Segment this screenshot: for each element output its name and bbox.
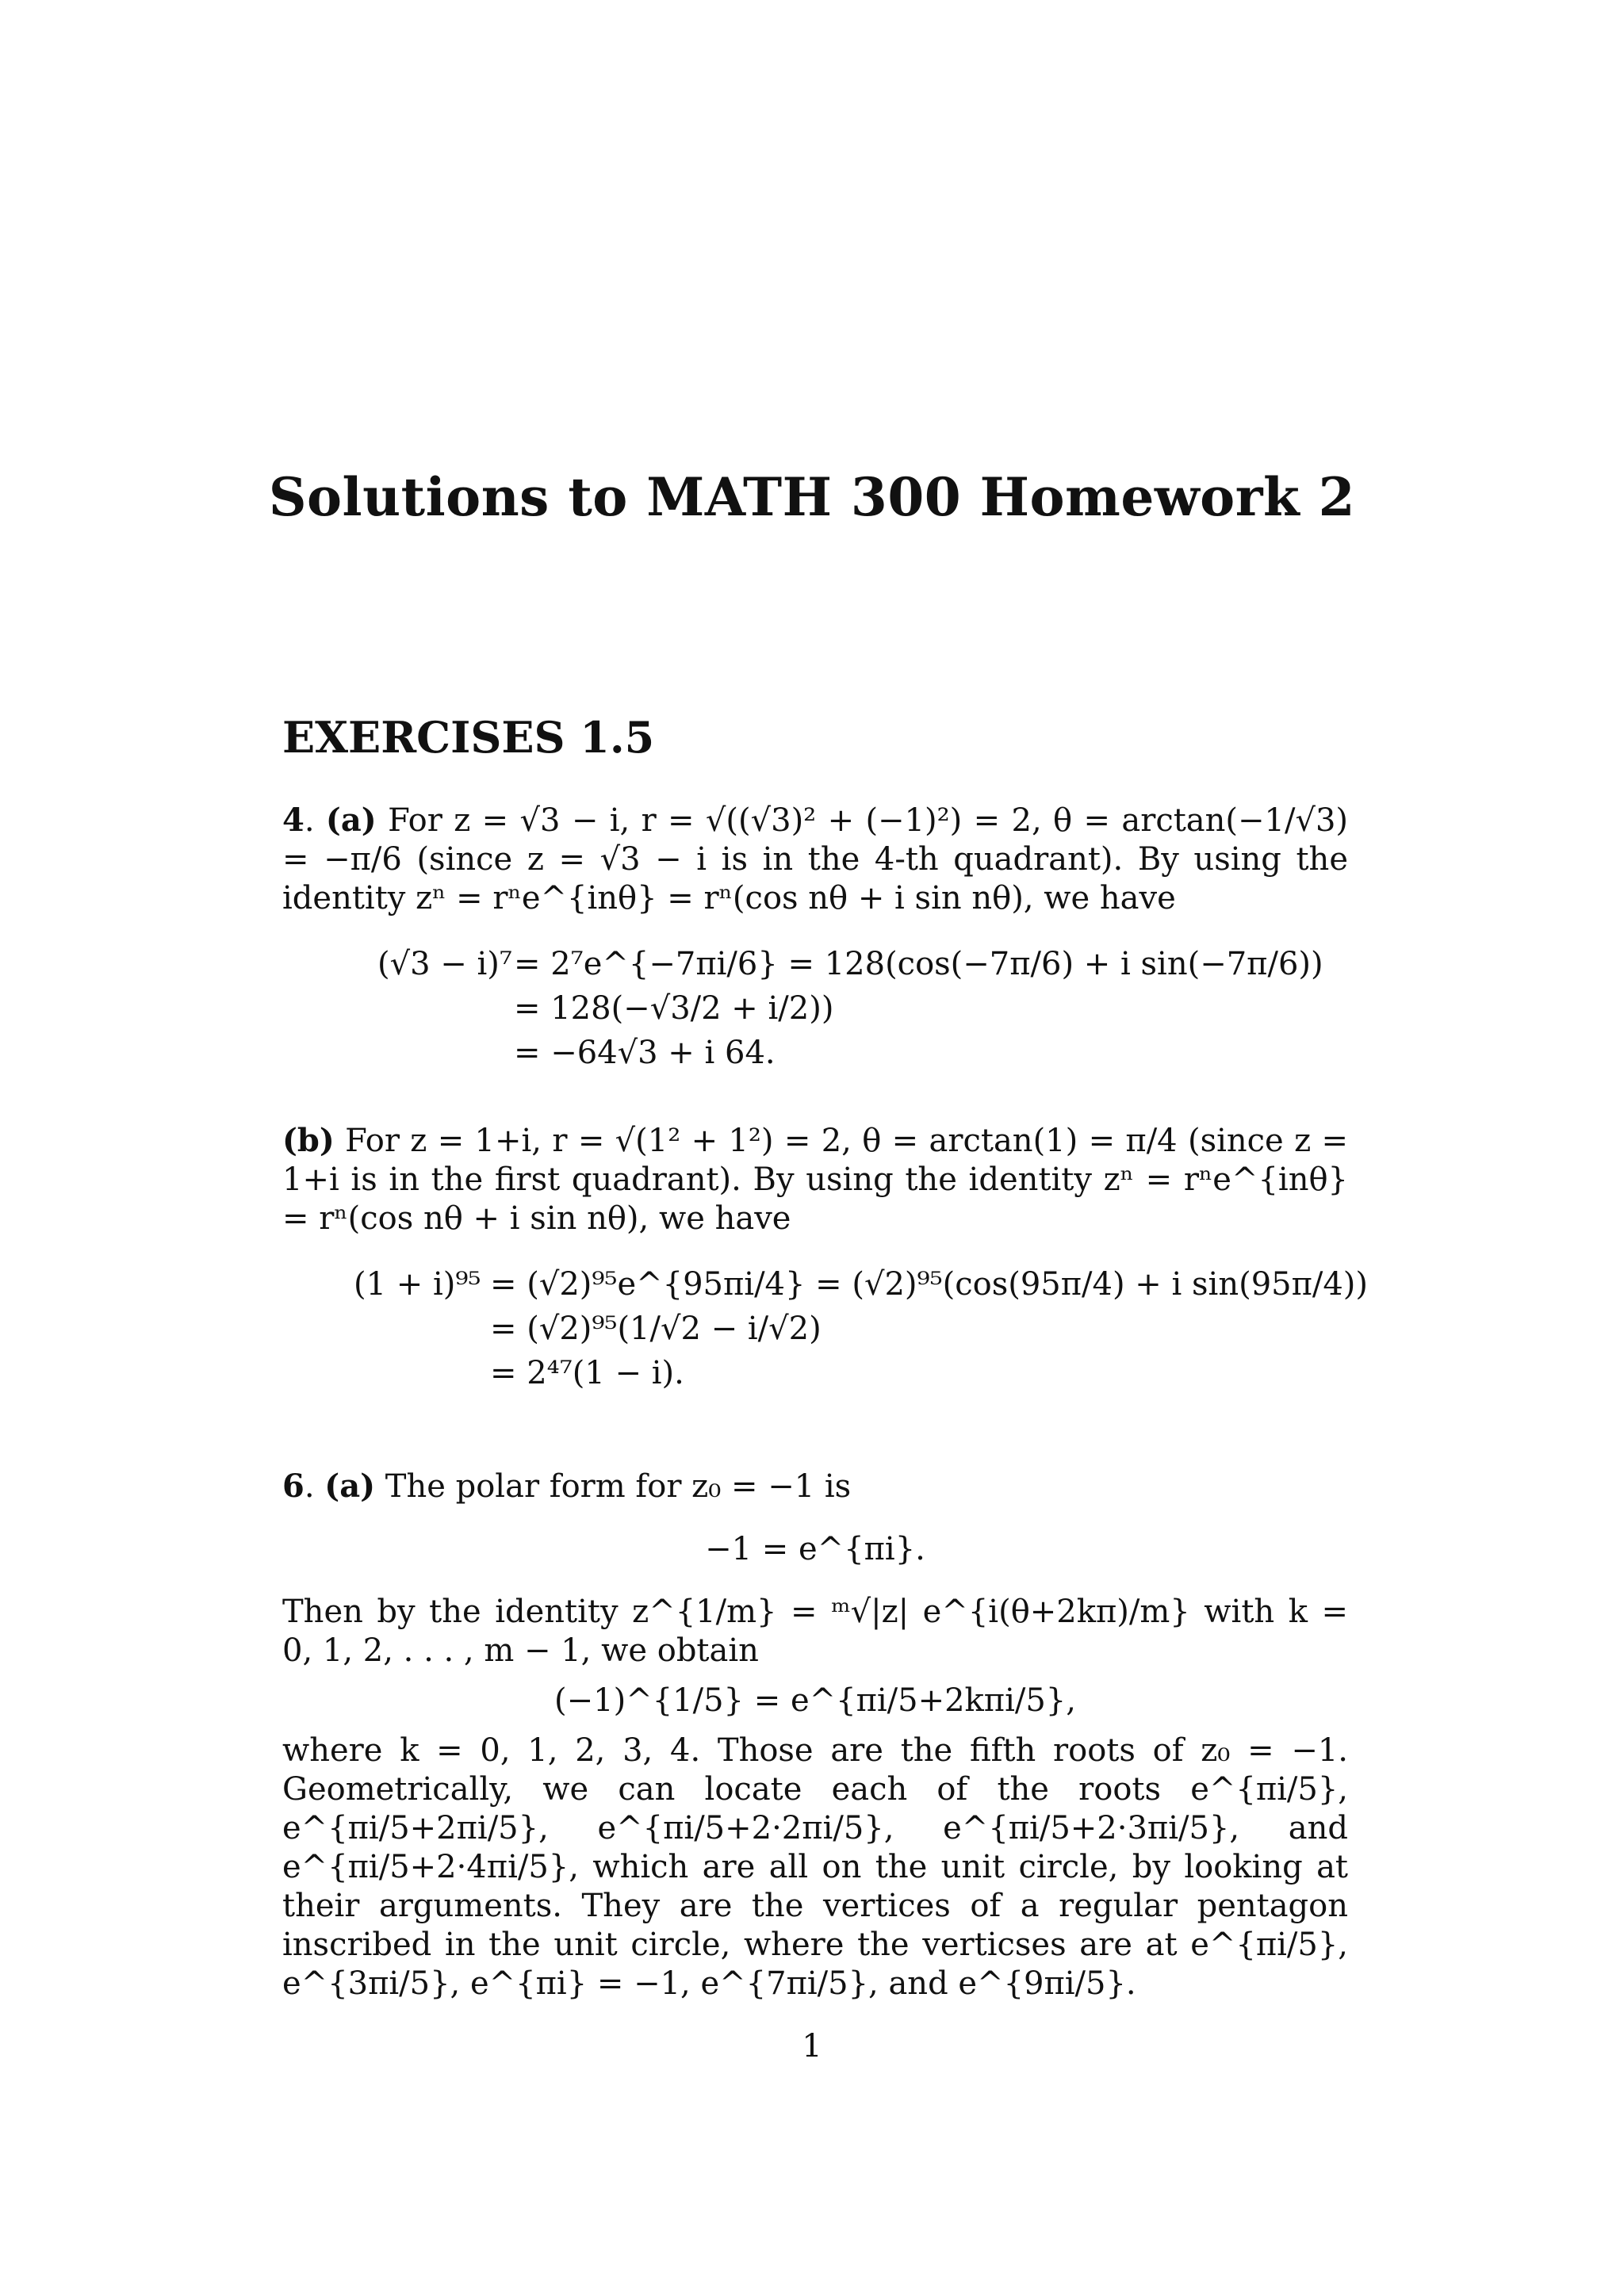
equation-rhs: = (√2)⁹⁵e^{95πi/4} = (√2)⁹⁵(cos(95π/4) + i sin(95π/4)) bbox=[490, 1265, 1369, 1303]
equation-lhs: (1 + i)⁹⁵ bbox=[354, 1265, 481, 1303]
equation-lhs: (√3 − i)⁷ bbox=[377, 945, 512, 982]
part-label: (a) bbox=[325, 802, 377, 839]
part-label: (a) bbox=[324, 1468, 376, 1505]
exercise-number: 4 bbox=[282, 802, 304, 839]
exercise-6a-identity-text: Then by the identity z^{1/m} = ᵐ√|z| e^{i(θ+2kπ)/m} with k = 0, 1, 2, . . . , m − 1, we obtain bbox=[282, 1594, 1348, 1669]
equation-line bbox=[354, 1351, 1348, 1395]
exercise-4b-paragraph bbox=[282, 1121, 1348, 1238]
equation-line bbox=[354, 1307, 1348, 1351]
equation-rhs: = 2⁴⁷(1 − i). bbox=[490, 1354, 684, 1391]
exercise-6a-paragraph: 6. (a) The polar form for z₀ = −1 is bbox=[282, 1468, 852, 1505]
section-heading: EXERCISES 1.5 bbox=[282, 712, 655, 763]
equation-line bbox=[377, 986, 1348, 1031]
equation-line bbox=[377, 1031, 1348, 1075]
document-title: Solutions to MATH 300 Homework 2 bbox=[268, 466, 1356, 528]
exercise-4a-text: For z = √3 − i, r = √((√3)² + (−1)²) = 2, θ = arctan(−1/√3) = −π/6 (since z = √3 − i is in the 4-th quadrant). By using the identity zⁿ = rⁿe^{inθ} = rⁿ(cos nθ + i sin nθ), we have bbox=[282, 802, 1348, 916]
equation-block-4a bbox=[282, 942, 1348, 1075]
equation-rhs: = −64√3 + i 64. bbox=[514, 1034, 776, 1071]
equation-block-4b bbox=[282, 1262, 1369, 1395]
fifth-roots-equation: (−1)^{1/5} = e^{πi/5+2kπi/5}, bbox=[554, 1682, 1076, 1719]
exercise-number: 6 bbox=[282, 1468, 304, 1505]
document-body bbox=[282, 801, 1369, 2003]
equation-line bbox=[354, 1262, 1369, 1307]
polar-form-equation: −1 = e^{πi}. bbox=[705, 1531, 925, 1567]
exercise-4a-paragraph: 4. (a) For z = √3 − i, r = √((√3)² + (−1)²) = 2, θ = arctan(−1/√3) = −π/6 (since z = √3 − i is in the 4-th quadrant). By using the identity zⁿ = rⁿe^{inθ} = rⁿ(cos nθ + i sin nθ), we have bbox=[282, 802, 1348, 916]
page-number: 1 bbox=[802, 2028, 822, 2064]
equation-line bbox=[377, 942, 1348, 986]
exercise-6a-conclusion: where k = 0, 1, 2, 3, 4. Those are the fifth roots of z₀ = −1. Geometrically, we can locate each of the roots e^{πi/5}, e^{πi/5+2πi/5}, e^{πi/5+2·2πi/5}, e^{πi/5+2·3πi/5}, and e^{πi/5+2·4πi/5}, which are all on the unit circle, by looking at their arguments. They are the vertices of a regular pentagon inscribed in the unit circle, where the verticses are at e^{πi/5}, e^{3πi/5}, e^{πi} = −1, e^{7πi/5}, and e^{9πi/5}. bbox=[282, 1732, 1348, 2002]
exercise-6a-intro: The polar form for z₀ = −1 is bbox=[385, 1468, 852, 1505]
equation-rhs: = 2⁷e^{−7πi/6} = 128(cos(−7π/6) + i sin(−7π/6)) bbox=[514, 945, 1323, 982]
exercise-4b-text: For z = 1+i, r = √(1² + 1²) = 2, θ = arctan(1) = π/4 (since z = 1+i is in the first quadrant). By using the identity zⁿ = rⁿe^{inθ} = rⁿ(cos nθ + i sin nθ), we have bbox=[282, 1123, 1349, 1237]
part-label: (b) bbox=[282, 1122, 335, 1159]
equation-rhs: = (√2)⁹⁵(1/√2 − i/√2) bbox=[490, 1310, 822, 1347]
equation-rhs: = 128(−√3/2 + i/2)) bbox=[514, 989, 834, 1027]
